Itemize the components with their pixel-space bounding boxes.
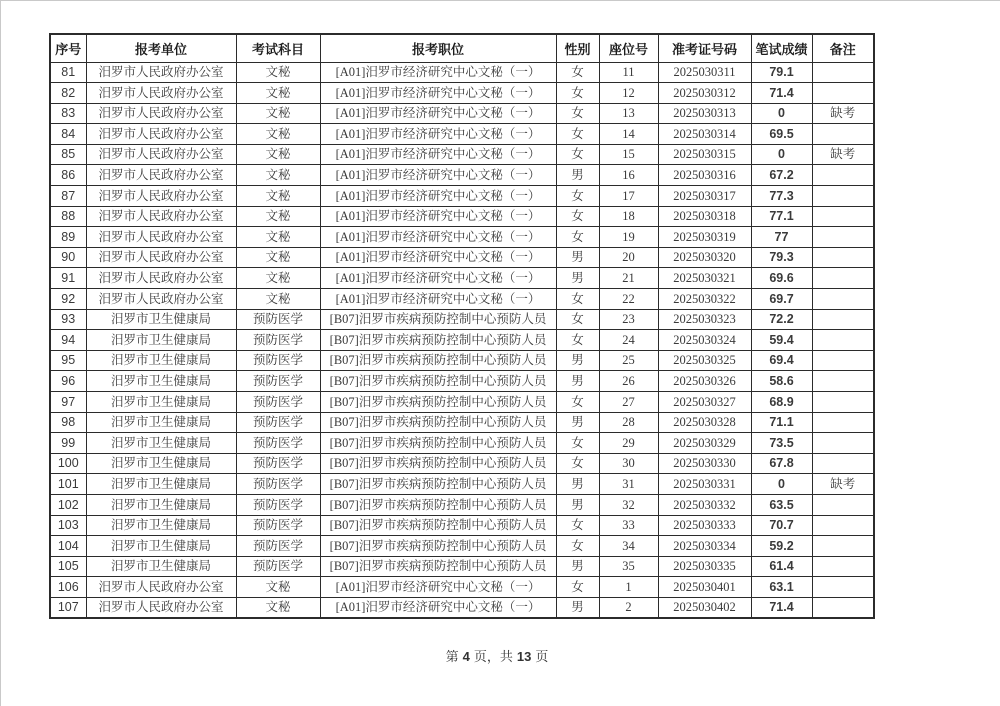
cell-score: 67.8 xyxy=(751,453,812,474)
cell-seat: 21 xyxy=(599,268,658,289)
cell-no: 84 xyxy=(50,124,86,145)
cell-unit: 汨罗市人民政府办公室 xyxy=(86,62,236,83)
cell-position: [A01]汨罗市经济研究中心文秘（一） xyxy=(320,227,556,248)
cell-subject: 文秘 xyxy=(236,62,320,83)
cell-no: 94 xyxy=(50,330,86,351)
cell-no: 85 xyxy=(50,144,86,165)
cell-seat: 26 xyxy=(599,371,658,392)
cell-unit: 汨罗市卫生健康局 xyxy=(86,556,236,577)
cell-note xyxy=(812,247,874,268)
cell-no: 99 xyxy=(50,433,86,454)
column-header-note: 备注 xyxy=(812,34,874,62)
cell-note xyxy=(812,433,874,454)
cell-ticket: 2025030332 xyxy=(658,494,751,515)
cell-subject: 预防医学 xyxy=(236,494,320,515)
cell-gender: 男 xyxy=(556,597,599,618)
table-row xyxy=(50,62,874,83)
cell-ticket: 2025030401 xyxy=(658,577,751,598)
cell-note xyxy=(812,165,874,186)
cell-score: 69.4 xyxy=(751,350,812,371)
cell-ticket: 2025030315 xyxy=(658,144,751,165)
cell-note: 缺考 xyxy=(812,144,874,165)
cell-no: 95 xyxy=(50,350,86,371)
cell-ticket: 2025030314 xyxy=(658,124,751,145)
table-row xyxy=(50,83,874,104)
column-header-ticket: 准考证号码 xyxy=(658,34,751,62)
footer-middle: 页，共 xyxy=(473,649,513,664)
cell-seat: 25 xyxy=(599,350,658,371)
table-row xyxy=(50,289,874,310)
cell-subject: 文秘 xyxy=(236,597,320,618)
cell-ticket: 2025030324 xyxy=(658,330,751,351)
cell-gender: 女 xyxy=(556,309,599,330)
column-header-unit: 报考单位 xyxy=(86,34,236,62)
cell-seat: 18 xyxy=(599,206,658,227)
score-table xyxy=(49,33,875,619)
cell-ticket: 2025030323 xyxy=(658,309,751,330)
cell-score: 68.9 xyxy=(751,392,812,413)
cell-no: 101 xyxy=(50,474,86,495)
cell-position: [B07]汨罗市疾病预防控制中心预防人员 xyxy=(320,309,556,330)
cell-subject: 文秘 xyxy=(236,206,320,227)
cell-no: 82 xyxy=(50,83,86,104)
cell-no: 97 xyxy=(50,392,86,413)
cell-gender: 女 xyxy=(556,83,599,104)
cell-seat: 32 xyxy=(599,494,658,515)
cell-note xyxy=(812,227,874,248)
column-header-gender: 性别 xyxy=(556,34,599,62)
cell-gender: 女 xyxy=(556,289,599,310)
cell-note xyxy=(812,536,874,557)
cell-position: [A01]汨罗市经济研究中心文秘（一） xyxy=(320,186,556,207)
cell-seat: 22 xyxy=(599,289,658,310)
cell-position: [B07]汨罗市疾病预防控制中心预防人员 xyxy=(320,412,556,433)
cell-no: 98 xyxy=(50,412,86,433)
cell-position: [B07]汨罗市疾病预防控制中心预防人员 xyxy=(320,330,556,351)
cell-seat: 20 xyxy=(599,247,658,268)
cell-ticket: 2025030326 xyxy=(658,371,751,392)
cell-seat: 14 xyxy=(599,124,658,145)
cell-unit: 汨罗市卫生健康局 xyxy=(86,392,236,413)
cell-no: 81 xyxy=(50,62,86,83)
cell-score: 63.5 xyxy=(751,494,812,515)
table-row xyxy=(50,412,874,433)
cell-note xyxy=(812,62,874,83)
cell-position: [A01]汨罗市经济研究中心文秘（一） xyxy=(320,206,556,227)
cell-gender: 女 xyxy=(556,536,599,557)
cell-score: 63.1 xyxy=(751,577,812,598)
cell-seat: 1 xyxy=(599,577,658,598)
cell-subject: 预防医学 xyxy=(236,433,320,454)
cell-subject: 文秘 xyxy=(236,124,320,145)
cell-gender: 男 xyxy=(556,268,599,289)
page-footer xyxy=(1,648,993,666)
cell-seat: 30 xyxy=(599,453,658,474)
cell-unit: 汨罗市人民政府办公室 xyxy=(86,124,236,145)
cell-position: [B07]汨罗市疾病预防控制中心预防人员 xyxy=(320,474,556,495)
cell-subject: 预防医学 xyxy=(236,330,320,351)
cell-no: 105 xyxy=(50,556,86,577)
cell-score: 0 xyxy=(751,144,812,165)
cell-score: 77.3 xyxy=(751,186,812,207)
cell-note xyxy=(812,392,874,413)
cell-no: 83 xyxy=(50,103,86,124)
cell-note xyxy=(812,371,874,392)
cell-score: 0 xyxy=(751,474,812,495)
cell-gender: 女 xyxy=(556,433,599,454)
cell-seat: 29 xyxy=(599,433,658,454)
cell-score: 71.1 xyxy=(751,412,812,433)
cell-no: 102 xyxy=(50,494,86,515)
cell-ticket: 2025030317 xyxy=(658,186,751,207)
cell-note xyxy=(812,206,874,227)
cell-note xyxy=(812,597,874,618)
cell-position: [B07]汨罗市疾病预防控制中心预防人员 xyxy=(320,494,556,515)
cell-no: 91 xyxy=(50,268,86,289)
cell-note xyxy=(812,289,874,310)
table-row xyxy=(50,433,874,454)
cell-unit: 汨罗市人民政府办公室 xyxy=(86,165,236,186)
cell-note xyxy=(812,577,874,598)
cell-seat: 34 xyxy=(599,536,658,557)
header-row xyxy=(50,34,874,62)
cell-seat: 15 xyxy=(599,144,658,165)
cell-subject: 文秘 xyxy=(236,103,320,124)
cell-seat: 35 xyxy=(599,556,658,577)
cell-subject: 预防医学 xyxy=(236,412,320,433)
cell-score: 58.6 xyxy=(751,371,812,392)
table-row xyxy=(50,392,874,413)
cell-seat: 24 xyxy=(599,330,658,351)
cell-gender: 女 xyxy=(556,227,599,248)
cell-ticket: 2025030335 xyxy=(658,556,751,577)
cell-position: [A01]汨罗市经济研究中心文秘（一） xyxy=(320,62,556,83)
cell-ticket: 2025030331 xyxy=(658,474,751,495)
cell-subject: 文秘 xyxy=(236,144,320,165)
cell-gender: 男 xyxy=(556,350,599,371)
cell-position: [A01]汨罗市经济研究中心文秘（一） xyxy=(320,577,556,598)
cell-gender: 女 xyxy=(556,453,599,474)
table-row xyxy=(50,103,874,124)
cell-gender: 男 xyxy=(556,247,599,268)
cell-unit: 汨罗市人民政府办公室 xyxy=(86,186,236,207)
cell-gender: 男 xyxy=(556,556,599,577)
column-header-position: 报考职位 xyxy=(320,34,556,62)
column-header-no: 序号 xyxy=(50,34,86,62)
cell-subject: 预防医学 xyxy=(236,474,320,495)
cell-score: 79.3 xyxy=(751,247,812,268)
cell-position: [A01]汨罗市经济研究中心文秘（一） xyxy=(320,144,556,165)
cell-score: 73.5 xyxy=(751,433,812,454)
column-header-subject: 考试科目 xyxy=(236,34,320,62)
cell-no: 107 xyxy=(50,597,86,618)
cell-note xyxy=(812,330,874,351)
cell-no: 100 xyxy=(50,453,86,474)
table-row xyxy=(50,371,874,392)
cell-unit: 汨罗市卫生健康局 xyxy=(86,371,236,392)
cell-no: 89 xyxy=(50,227,86,248)
table-row xyxy=(50,247,874,268)
column-header-score: 笔试成绩 xyxy=(751,34,812,62)
cell-gender: 男 xyxy=(556,412,599,433)
cell-gender: 女 xyxy=(556,515,599,536)
cell-score: 77 xyxy=(751,227,812,248)
cell-subject: 预防医学 xyxy=(236,309,320,330)
cell-position: [B07]汨罗市疾病预防控制中心预防人员 xyxy=(320,433,556,454)
cell-no: 103 xyxy=(50,515,86,536)
cell-unit: 汨罗市卫生健康局 xyxy=(86,433,236,454)
cell-seat: 19 xyxy=(599,227,658,248)
cell-no: 86 xyxy=(50,165,86,186)
table-row xyxy=(50,556,874,577)
cell-position: [A01]汨罗市经济研究中心文秘（一） xyxy=(320,83,556,104)
cell-ticket: 2025030328 xyxy=(658,412,751,433)
cell-score: 71.4 xyxy=(751,83,812,104)
cell-gender: 女 xyxy=(556,206,599,227)
cell-unit: 汨罗市人民政府办公室 xyxy=(86,103,236,124)
cell-score: 67.2 xyxy=(751,165,812,186)
cell-unit: 汨罗市人民政府办公室 xyxy=(86,247,236,268)
cell-seat: 13 xyxy=(599,103,658,124)
cell-note xyxy=(812,124,874,145)
cell-note: 缺考 xyxy=(812,103,874,124)
cell-no: 96 xyxy=(50,371,86,392)
cell-subject: 预防医学 xyxy=(236,453,320,474)
cell-subject: 预防医学 xyxy=(236,515,320,536)
cell-unit: 汨罗市卫生健康局 xyxy=(86,515,236,536)
cell-unit: 汨罗市卫生健康局 xyxy=(86,412,236,433)
cell-note xyxy=(812,350,874,371)
table-row xyxy=(50,577,874,598)
table-row xyxy=(50,350,874,371)
cell-position: [B07]汨罗市疾病预防控制中心预防人员 xyxy=(320,371,556,392)
table-row xyxy=(50,453,874,474)
cell-gender: 男 xyxy=(556,474,599,495)
cell-subject: 文秘 xyxy=(236,247,320,268)
cell-position: [A01]汨罗市经济研究中心文秘（一） xyxy=(320,597,556,618)
cell-unit: 汨罗市卫生健康局 xyxy=(86,350,236,371)
cell-gender: 女 xyxy=(556,577,599,598)
table-row xyxy=(50,536,874,557)
cell-position: [A01]汨罗市经济研究中心文秘（一） xyxy=(320,289,556,310)
cell-note xyxy=(812,515,874,536)
cell-no: 88 xyxy=(50,206,86,227)
cell-position: [A01]汨罗市经济研究中心文秘（一） xyxy=(320,124,556,145)
table-row xyxy=(50,494,874,515)
table-row xyxy=(50,144,874,165)
cell-ticket: 2025030334 xyxy=(658,536,751,557)
cell-note xyxy=(812,494,874,515)
cell-no: 93 xyxy=(50,309,86,330)
cell-gender: 女 xyxy=(556,392,599,413)
cell-unit: 汨罗市人民政府办公室 xyxy=(86,227,236,248)
cell-ticket: 2025030329 xyxy=(658,433,751,454)
cell-ticket: 2025030313 xyxy=(658,103,751,124)
table-row xyxy=(50,124,874,145)
cell-score: 79.1 xyxy=(751,62,812,83)
cell-score: 70.7 xyxy=(751,515,812,536)
table-body xyxy=(50,62,874,618)
table-row xyxy=(50,206,874,227)
cell-score: 69.5 xyxy=(751,124,812,145)
cell-score: 71.4 xyxy=(751,597,812,618)
cell-gender: 女 xyxy=(556,330,599,351)
cell-score: 59.4 xyxy=(751,330,812,351)
cell-unit: 汨罗市卫生健康局 xyxy=(86,474,236,495)
cell-unit: 汨罗市人民政府办公室 xyxy=(86,206,236,227)
cell-seat: 31 xyxy=(599,474,658,495)
cell-note xyxy=(812,412,874,433)
cell-unit: 汨罗市人民政府办公室 xyxy=(86,597,236,618)
table-row xyxy=(50,165,874,186)
cell-seat: 12 xyxy=(599,83,658,104)
cell-note xyxy=(812,556,874,577)
cell-no: 106 xyxy=(50,577,86,598)
cell-ticket: 2025030311 xyxy=(658,62,751,83)
cell-subject: 文秘 xyxy=(236,577,320,598)
cell-subject: 预防医学 xyxy=(236,536,320,557)
cell-ticket: 2025030330 xyxy=(658,453,751,474)
cell-position: [A01]汨罗市经济研究中心文秘（一） xyxy=(320,165,556,186)
footer-prefix: 第 xyxy=(445,649,459,664)
cell-unit: 汨罗市人民政府办公室 xyxy=(86,268,236,289)
cell-unit: 汨罗市卫生健康局 xyxy=(86,453,236,474)
footer-total-pages: 13 xyxy=(516,649,532,664)
cell-position: [B07]汨罗市疾病预防控制中心预防人员 xyxy=(320,350,556,371)
cell-unit: 汨罗市人民政府办公室 xyxy=(86,144,236,165)
cell-subject: 文秘 xyxy=(236,83,320,104)
table-row xyxy=(50,474,874,495)
table-row xyxy=(50,227,874,248)
cell-seat: 23 xyxy=(599,309,658,330)
cell-note xyxy=(812,453,874,474)
cell-seat: 11 xyxy=(599,62,658,83)
cell-unit: 汨罗市卫生健康局 xyxy=(86,309,236,330)
cell-note xyxy=(812,83,874,104)
cell-unit: 汨罗市卫生健康局 xyxy=(86,330,236,351)
cell-unit: 汨罗市人民政府办公室 xyxy=(86,83,236,104)
cell-gender: 男 xyxy=(556,371,599,392)
cell-score: 72.2 xyxy=(751,309,812,330)
cell-position: [A01]汨罗市经济研究中心文秘（一） xyxy=(320,268,556,289)
cell-position: [B07]汨罗市疾病预防控制中心预防人员 xyxy=(320,556,556,577)
cell-ticket: 2025030325 xyxy=(658,350,751,371)
cell-gender: 男 xyxy=(556,494,599,515)
footer-page-number: 4 xyxy=(462,649,470,664)
cell-ticket: 2025030316 xyxy=(658,165,751,186)
cell-unit: 汨罗市人民政府办公室 xyxy=(86,289,236,310)
cell-position: [A01]汨罗市经济研究中心文秘（一） xyxy=(320,103,556,124)
cell-seat: 2 xyxy=(599,597,658,618)
cell-no: 90 xyxy=(50,247,86,268)
cell-score: 69.7 xyxy=(751,289,812,310)
cell-ticket: 2025030402 xyxy=(658,597,751,618)
cell-gender: 女 xyxy=(556,124,599,145)
cell-ticket: 2025030333 xyxy=(658,515,751,536)
cell-score: 61.4 xyxy=(751,556,812,577)
cell-unit: 汨罗市卫生健康局 xyxy=(86,536,236,557)
cell-score: 0 xyxy=(751,103,812,124)
table-row xyxy=(50,309,874,330)
cell-gender: 女 xyxy=(556,62,599,83)
column-header-seat: 座位号 xyxy=(599,34,658,62)
table-row xyxy=(50,186,874,207)
cell-subject: 预防医学 xyxy=(236,371,320,392)
cell-subject: 文秘 xyxy=(236,268,320,289)
table-row xyxy=(50,330,874,351)
cell-position: [A01]汨罗市经济研究中心文秘（一） xyxy=(320,247,556,268)
cell-no: 87 xyxy=(50,186,86,207)
cell-score: 77.1 xyxy=(751,206,812,227)
cell-position: [B07]汨罗市疾病预防控制中心预防人员 xyxy=(320,515,556,536)
cell-subject: 文秘 xyxy=(236,165,320,186)
cell-gender: 女 xyxy=(556,144,599,165)
cell-ticket: 2025030319 xyxy=(658,227,751,248)
cell-ticket: 2025030321 xyxy=(658,268,751,289)
cell-position: [B07]汨罗市疾病预防控制中心预防人员 xyxy=(320,453,556,474)
cell-ticket: 2025030318 xyxy=(658,206,751,227)
table-row xyxy=(50,597,874,618)
cell-gender: 女 xyxy=(556,103,599,124)
cell-gender: 女 xyxy=(556,186,599,207)
cell-position: [B07]汨罗市疾病预防控制中心预防人员 xyxy=(320,392,556,413)
cell-position: [B07]汨罗市疾病预防控制中心预防人员 xyxy=(320,536,556,557)
cell-subject: 文秘 xyxy=(236,289,320,310)
cell-subject: 文秘 xyxy=(236,227,320,248)
cell-subject: 文秘 xyxy=(236,186,320,207)
cell-no: 104 xyxy=(50,536,86,557)
cell-seat: 27 xyxy=(599,392,658,413)
table-row xyxy=(50,268,874,289)
cell-ticket: 2025030322 xyxy=(658,289,751,310)
cell-subject: 预防医学 xyxy=(236,350,320,371)
cell-seat: 33 xyxy=(599,515,658,536)
cell-seat: 28 xyxy=(599,412,658,433)
footer-suffix: 页 xyxy=(535,649,549,664)
cell-note xyxy=(812,186,874,207)
cell-note xyxy=(812,309,874,330)
cell-ticket: 2025030320 xyxy=(658,247,751,268)
cell-score: 59.2 xyxy=(751,536,812,557)
cell-note: 缺考 xyxy=(812,474,874,495)
cell-subject: 预防医学 xyxy=(236,392,320,413)
table-row xyxy=(50,515,874,536)
cell-gender: 男 xyxy=(556,165,599,186)
cell-no: 92 xyxy=(50,289,86,310)
cell-score: 69.6 xyxy=(751,268,812,289)
cell-unit: 汨罗市卫生健康局 xyxy=(86,494,236,515)
cell-ticket: 2025030327 xyxy=(658,392,751,413)
table-header xyxy=(50,34,874,62)
cell-unit: 汨罗市人民政府办公室 xyxy=(86,577,236,598)
cell-subject: 预防医学 xyxy=(236,556,320,577)
cell-seat: 17 xyxy=(599,186,658,207)
cell-ticket: 2025030312 xyxy=(658,83,751,104)
cell-seat: 16 xyxy=(599,165,658,186)
cell-note xyxy=(812,268,874,289)
